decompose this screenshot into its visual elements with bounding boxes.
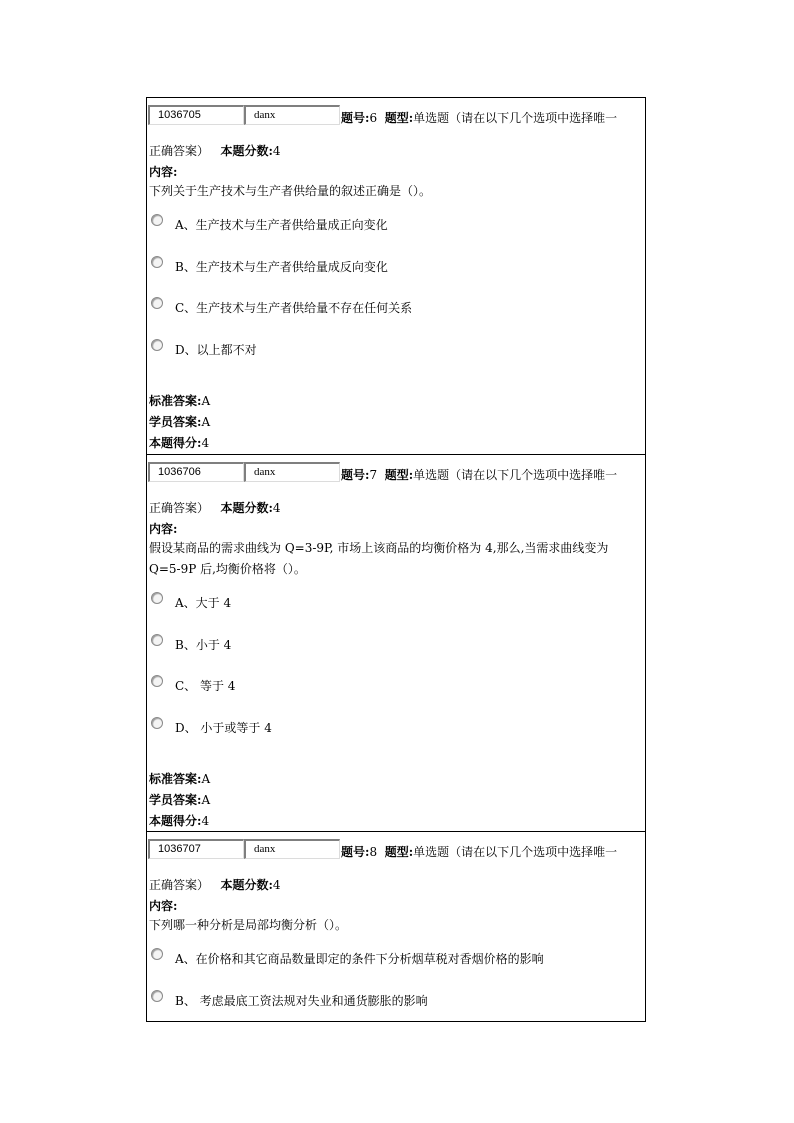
radio-icon[interactable] (151, 948, 163, 960)
student-answer (149, 414, 210, 430)
question-number: 6 (369, 111, 378, 125)
question-block (147, 455, 645, 832)
question-type: 单选题（请在以下几个选项中选择唯一 (413, 468, 618, 482)
score-label: 本题分数: (220, 144, 273, 158)
question-stem: 假设某商品的需求曲线为 Q=3-9P, 市场上该商品的均衡价格为 4,那么,当需求曲线变为 Q=5-9P 后,均衡价格将（）。 (149, 541, 609, 576)
option-label: B、小于 4 (175, 638, 232, 652)
standard-answer-label: 标准答案: (149, 772, 202, 786)
standard-answer (149, 771, 210, 787)
question-meta-cont (149, 877, 281, 893)
question-type-cont: 正确答案） (149, 501, 210, 515)
points-label: 本题得分: (149, 436, 202, 450)
question-block (147, 832, 645, 1021)
option-label: A、大于 4 (175, 596, 232, 610)
radio-icon[interactable] (151, 717, 163, 729)
radio-icon[interactable] (151, 256, 163, 268)
standard-answer-value: A (201, 772, 211, 786)
radio-icon[interactable] (151, 634, 163, 646)
question-points (149, 435, 209, 451)
question-number: 7 (369, 468, 378, 482)
question-type-cont: 正确答案） (149, 878, 210, 892)
question-id-field[interactable]: 1036705 (148, 105, 244, 125)
radio-icon[interactable] (151, 675, 163, 687)
radio-icon[interactable] (151, 990, 163, 1002)
question-type: 单选题（请在以下几个选项中选择唯一 (413, 845, 618, 859)
option-a[interactable] (151, 948, 641, 966)
question-meta-cont (149, 143, 281, 159)
question-stem: 下列关于生产技术与生产者供给量的叙述正确是（）。 (149, 184, 432, 198)
points-value: 4 (201, 814, 210, 828)
score-label: 本题分数: (220, 878, 273, 892)
question-meta (341, 467, 617, 483)
type-label: 题型: (384, 845, 414, 859)
question-id-field[interactable]: 1036706 (148, 462, 244, 482)
student-answer-value: A (201, 415, 211, 429)
option-label: C、生产技术与生产者供给量不存在任何关系 (175, 301, 413, 315)
score-label: 本题分数: (220, 501, 273, 515)
option-label: C、 等于 4 (175, 679, 236, 693)
option-label: D、以上都不对 (175, 343, 257, 357)
option-b[interactable] (151, 990, 641, 1008)
option-a[interactable] (151, 592, 641, 610)
num-label: 题号: (341, 845, 370, 859)
num-label: 题号: (341, 111, 370, 125)
points-label: 本题得分: (149, 814, 202, 828)
num-label: 题号: (341, 468, 370, 482)
option-d[interactable] (151, 339, 641, 357)
student-answer-label: 学员答案: (149, 793, 202, 807)
exam-frame (146, 97, 646, 1022)
type-label: 题型: (384, 468, 414, 482)
student-answer-value: A (201, 793, 211, 807)
question-meta-cont (149, 500, 281, 516)
question-stem: 下列哪一种分析是局部均衡分析（）。 (149, 918, 348, 932)
option-c[interactable] (151, 675, 641, 693)
question-type: 单选题（请在以下几个选项中选择唯一 (413, 111, 618, 125)
question-code-field[interactable]: danx (244, 839, 340, 859)
radio-icon[interactable] (151, 297, 163, 309)
content-label: 内容: (149, 899, 178, 913)
question-meta (341, 844, 617, 860)
question-id-field[interactable]: 1036707 (148, 839, 244, 859)
standard-answer-value: A (201, 394, 211, 408)
question-meta (341, 110, 617, 126)
option-d[interactable] (151, 717, 641, 735)
option-b[interactable] (151, 256, 641, 274)
question-points (149, 813, 209, 829)
question-block (147, 98, 645, 455)
student-answer (149, 792, 210, 808)
option-a[interactable] (151, 214, 641, 232)
standard-answer (149, 393, 210, 409)
content-label: 内容: (149, 165, 178, 179)
content-label: 内容: (149, 522, 178, 536)
type-label: 题型: (384, 111, 414, 125)
question-score: 4 (272, 878, 281, 892)
question-code-field[interactable]: danx (244, 105, 340, 125)
question-type-cont: 正确答案） (149, 144, 210, 158)
question-code-field[interactable]: danx (244, 462, 340, 482)
question-number: 8 (369, 845, 378, 859)
option-label: B、 考虑最底工资法规对失业和通货膨胀的影响 (175, 994, 428, 1008)
question-score: 4 (272, 144, 281, 158)
option-c[interactable] (151, 297, 641, 315)
points-value: 4 (201, 436, 210, 450)
option-label: A、在价格和其它商品数量即定的条件下分析烟草税对香烟价格的影响 (175, 952, 544, 966)
radio-icon[interactable] (151, 339, 163, 351)
radio-icon[interactable] (151, 592, 163, 604)
student-answer-label: 学员答案: (149, 415, 202, 429)
question-score: 4 (272, 501, 281, 515)
option-label: B、生产技术与生产者供给量成反向变化 (175, 260, 388, 274)
option-b[interactable] (151, 634, 641, 652)
standard-answer-label: 标准答案: (149, 394, 202, 408)
option-label: D、 小于或等于 4 (175, 721, 272, 735)
option-label: A、生产技术与生产者供给量成正向变化 (175, 218, 388, 232)
radio-icon[interactable] (151, 214, 163, 226)
